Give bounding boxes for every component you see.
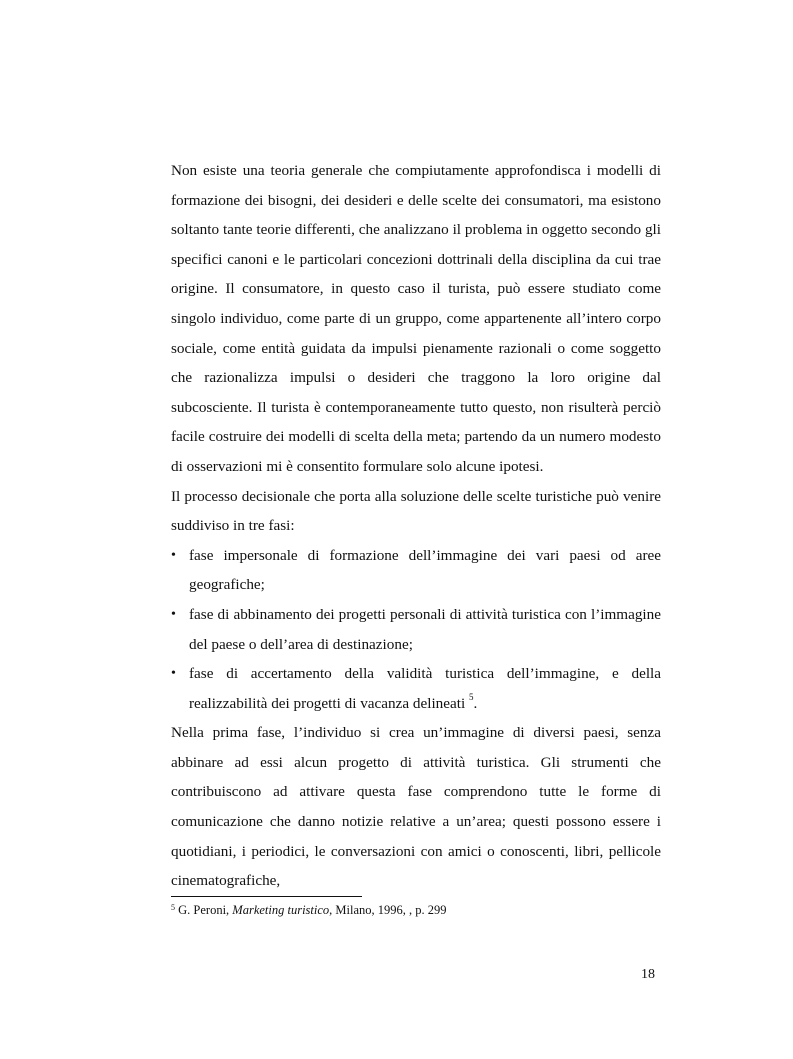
- list-item: [171, 541, 661, 600]
- list-item-text: fase di accertamento della validità turistica dell’immagine, e della realizzabilità dei progetti di vacanza delineati: [189, 665, 661, 712]
- phase-list: [171, 541, 661, 719]
- footnote-details: , Milano, 1996, , p. 299: [329, 903, 447, 917]
- list-item: [171, 600, 661, 659]
- footnote-reference[interactable]: 5: [468, 691, 474, 702]
- bullet-icon: •: [171, 606, 176, 622]
- footnote-author: G. Peroni,: [175, 903, 233, 917]
- list-item: [171, 659, 661, 718]
- body-text: [171, 156, 661, 896]
- list-item-tail: .: [473, 694, 478, 712]
- footnote-separator: [171, 896, 362, 897]
- list-item-text: fase impersonale di formazione dell’immagine dei vari paesi od aree geografiche;: [189, 546, 661, 594]
- footnote-title: Marketing turistico: [232, 903, 330, 917]
- page-number: 18: [641, 967, 655, 982]
- bullet-icon: •: [171, 547, 176, 563]
- paragraph-3: Nella prima fase, l’individuo si crea un’immagine di diversi paesi, senza abbinare ad essi alcun progetto di attività turistica. Gli strumenti che contribuiscono ad attivare questa fase comprendono tutte le forme di comunicazione che danno notizie relative a un’area; questi possono essere i quotidiani, i periodici, le conversazioni con amici o conoscenti, libri, pellicole cinematografiche,: [171, 724, 661, 890]
- bullet-icon: •: [171, 666, 176, 682]
- paragraph-2: Il processo decisionale che porta alla soluzione delle scelte turistiche può venire suddiviso in tre fasi:: [171, 487, 661, 535]
- list-item-text: fase di abbinamento dei progetti personali di attività turistica con l’immagine del paese o dell’area di destinazione;: [189, 605, 661, 653]
- footnote-number: 5: [171, 903, 175, 912]
- footnote: [171, 902, 661, 918]
- paragraph-1: Non esiste una teoria generale che compiutamente approfondisca i modelli di formazione dei bisogni, dei desideri e delle scelte dei consumatori, ma esistono soltanto tante teorie differenti, che analizzano il problema in oggetto secondo gli specifici canoni e le particolari concezioni dottrinali della disciplina da cui trae origine. Il consumatore, in questo caso il turista, può essere studiato come singolo individuo, come parte di un gruppo, come appartenente all’intero corpo sociale, come entità guidata da impulsi pienamente razionali o come soggetto che razionalizza impulsi o desideri che traggono la loro origine dal subcosciente. Il turista è contemporaneamente tutto questo, non risulterà perciò facile costruire dei modelli di scelta della meta; partendo da un numero modesto di osservazioni mi è consentito formulare solo alcune ipotesi.: [171, 162, 661, 475]
